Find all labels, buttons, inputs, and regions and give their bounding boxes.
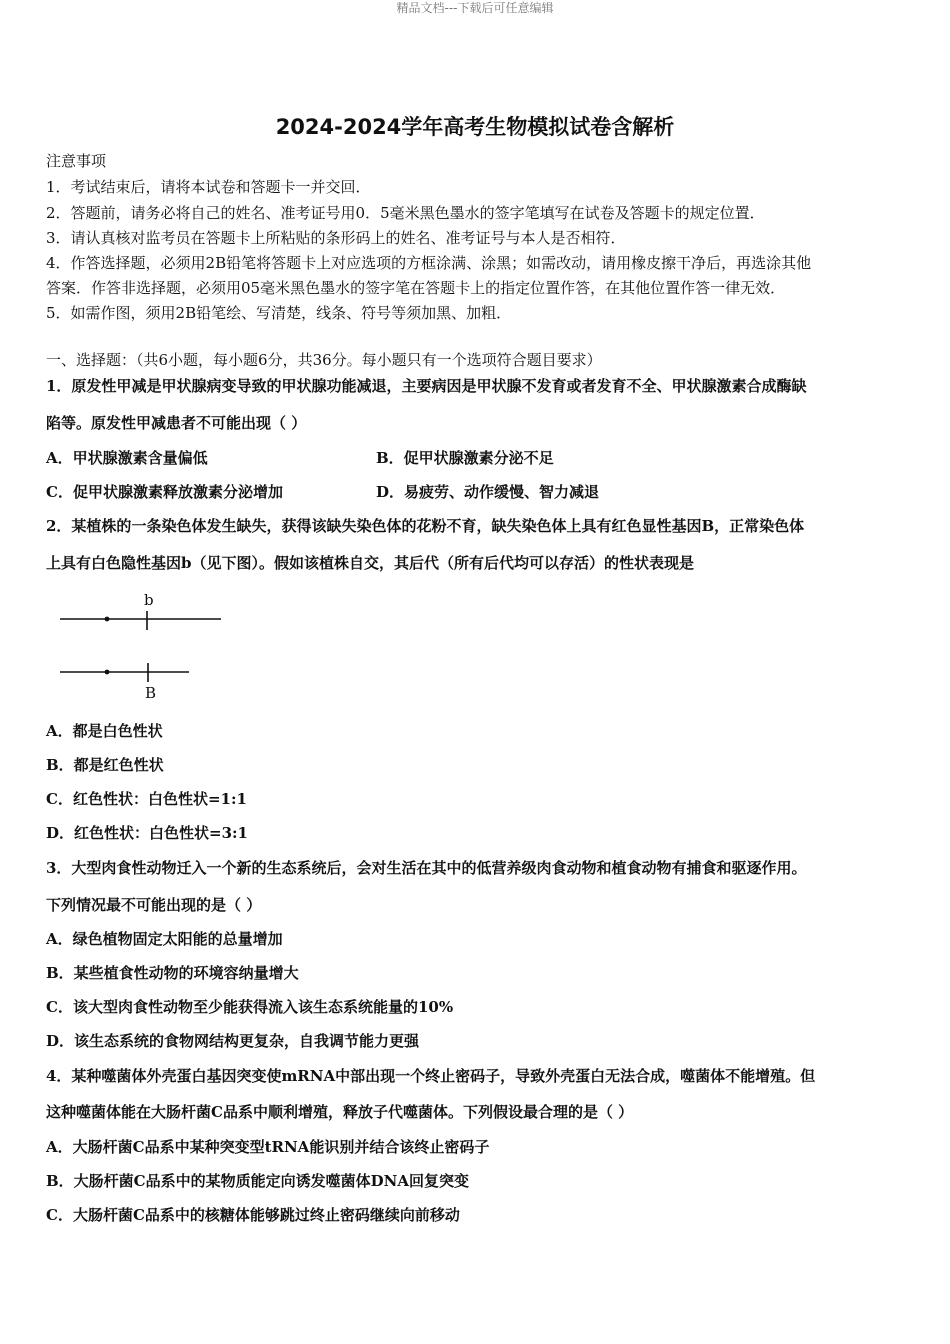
question-1-stem: 陷等。原发性甲减患者不可能出现（ ） (46, 414, 307, 432)
q4-option-c: C．大肠杆菌C品系中的核糖体能够跳过终止密码继续向前移动 (46, 1206, 460, 1224)
question-3-stem: 3．大型肉食性动物迁入一个新的生态系统后，会对生活在其中的低营养级肉食动物和植食动物有捕食和驱逐作用。 (46, 859, 807, 877)
question-2-stem: 上具有白色隐性基因b（见下图）。假如该植株自交，其后代（所有后代均可以存活）的性状表现是 (46, 554, 694, 572)
q4-option-a: A．大肠杆菌C品系中某种突变型tRNA能识别并结合该终止密码子 (46, 1138, 490, 1156)
notice-item: 答案．作答非选择题，必须用05毫米黑色墨水的签字笔在答题卡上的指定位置作答，在其他位置作答一律无效． (46, 279, 786, 297)
notice-item: 5．如需作图，须用2B铅笔绘、写清楚，线条、符号等须加黑、加粗． (46, 304, 512, 322)
centromere (105, 617, 110, 622)
q1-option-d: D．易疲劳、动作缓慢、智力减退 (376, 483, 600, 501)
q1-option-b: B．促甲状腺激素分泌不足 (376, 449, 554, 467)
q1-option-a: A．甲状腺激素含量偏低 (46, 449, 208, 467)
q2-option-a: A．都是白色性状 (46, 722, 163, 740)
section-heading: 一、选择题：（共6小题，每小题6分，共36分。每小题只有一个选项符合题目要求） (46, 351, 602, 369)
question-3-stem: 下列情况最不可能出现的是（ ） (46, 896, 262, 914)
q3-option-d: D．该生态系统的食物网结构更复杂，自我调节能力更强 (46, 1032, 420, 1050)
question-4-stem: 这种噬菌体能在大肠杆菌C品系中顺利增殖，释放子代噬菌体。下列假设最合理的是（ ） (46, 1103, 634, 1121)
q2-option-c: C．红色性状：白色性状=1:1 (46, 790, 247, 808)
question-2-stem: 2．某植株的一条染色体发生缺失，获得该缺失染色体的花粉不育，缺失染色体上具有红色显性基因B，正常染色体 (46, 517, 805, 535)
centromere (105, 670, 110, 675)
q1-option-c: C．促甲状腺激素释放激素分泌增加 (46, 483, 283, 501)
notice-item: 2．答题前，请务必将自己的姓名、准考证号用0．5毫米黑色墨水的签字笔填写在试卷及答题卡的规定位置． (46, 204, 765, 222)
watermark: 精品文档---下载后可任意编辑 (396, 1, 554, 15)
gene-label-B: B (145, 684, 157, 702)
question-1-stem: 1．原发性甲减是甲状腺病变导致的甲状腺功能减退，主要病因是甲状腺不发育或者发育不全、甲状腺激素合成酶缺 (46, 377, 807, 395)
q2-option-d: D．红色性状：白色性状=3:1 (46, 824, 248, 842)
q2-option-b: B．都是红色性状 (46, 756, 164, 774)
q3-option-c: C．该大型肉食性动物至少能获得流入该生态系统能量的10% (46, 998, 454, 1016)
q4-option-b: B．大肠杆菌C品系中的某物质能定向诱发噬菌体DNA回复突变 (46, 1172, 469, 1190)
page-title: 2024-2024学年高考生物模拟试卷含解析 (275, 115, 675, 139)
notice-item: 3．请认真核对监考员在答题卡上所粘贴的条形码上的姓名、准考证号与本人是否相符． (46, 229, 626, 247)
gene-label-b: b (144, 591, 154, 609)
q3-option-b: B．某些植食性动物的环境容纳量增大 (46, 964, 299, 982)
notice-item: 1．考试结束后，请将本试卷和答题卡一并交回． (46, 178, 371, 196)
question-4-stem: 4．某种噬菌体外壳蛋白基因突变使mRNA中部出现一个终止密码子，导致外壳蛋白无法合成，噬菌体不能增殖。但 (46, 1067, 816, 1085)
chromosome-diagram (56, 588, 236, 704)
notice-item: 4．作答选择题，必须用2B铅笔将答题卡上对应选项的方框涂满、涂黑；如需改动，请用橡皮擦干净后，再选涂其他 (46, 254, 812, 272)
q3-option-a: A．绿色植物固定太阳能的总量增加 (46, 930, 283, 948)
notice-heading: 注意事项 (46, 152, 107, 170)
